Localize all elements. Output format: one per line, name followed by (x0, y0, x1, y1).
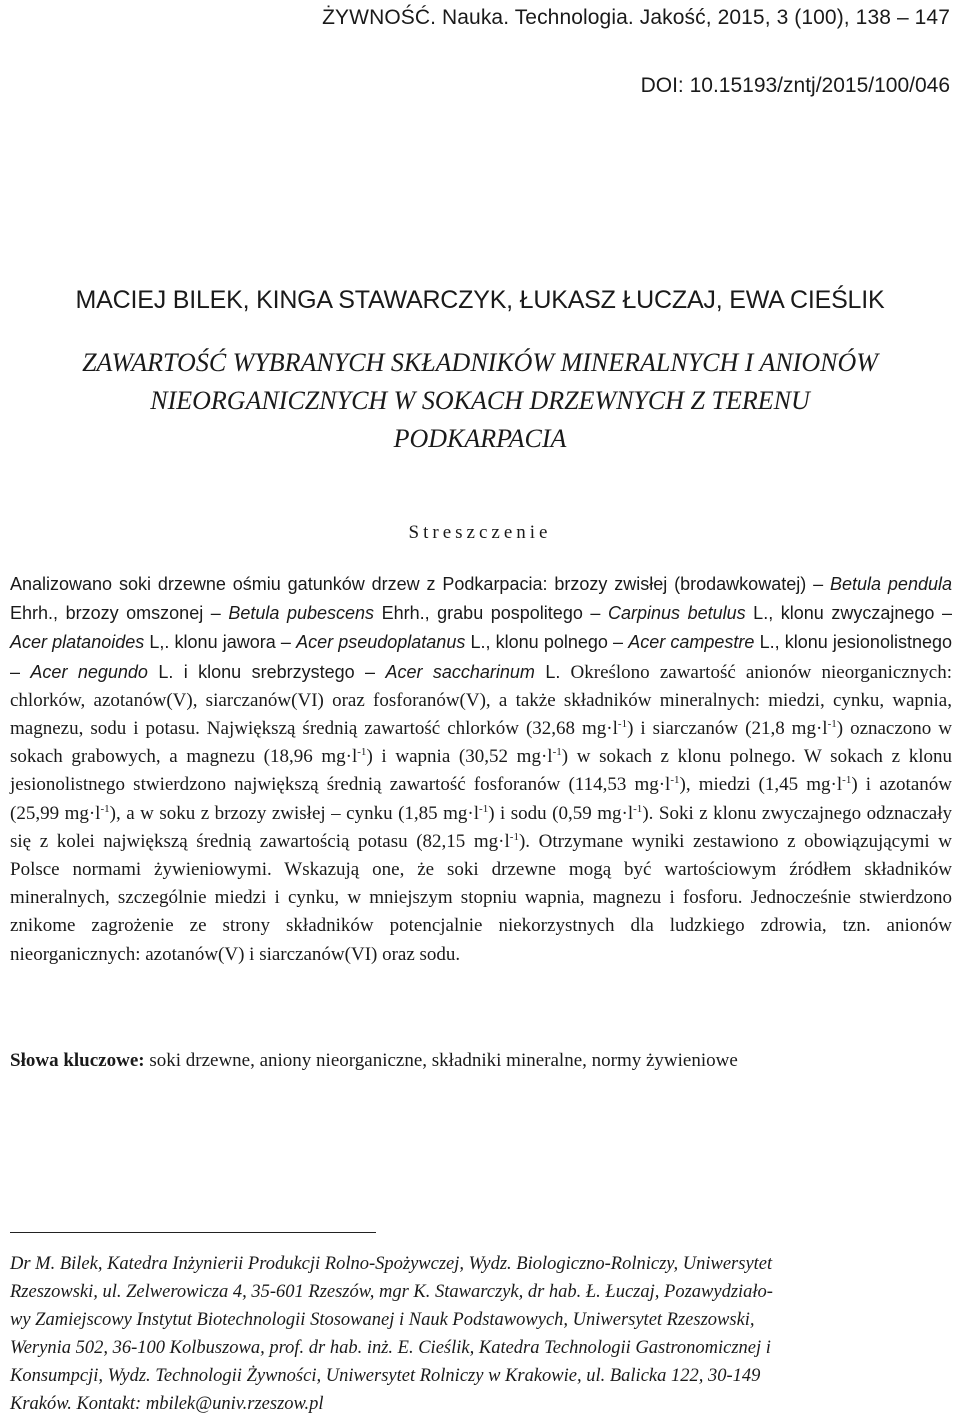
keywords-label: Słowa kluczowe: (10, 1050, 145, 1071)
footnote-line: Dr M. Bilek, Katedra Inżynierii Produkcji Rolno-Spożywczej, Wydz. Biologiczno-Rolniczy, Uniwersytet (10, 1254, 773, 1274)
species-latin: Betula pubescens (228, 603, 375, 624)
abstract-text: ) i wapnia (30,52 mg·l (366, 746, 553, 768)
species-latin: Acer platanoides (10, 632, 145, 653)
abstract-text: ) i siarczanów (21,8 mg·l (627, 718, 828, 740)
unit-exponent: -1 (100, 802, 110, 815)
title-line: NIEORGANICZNYCH W SOKACH DRZEWNYCH Z TERENU (150, 386, 810, 415)
unit-exponent: -1 (552, 746, 562, 759)
keywords-text: soki drzewne, aniony nieorganiczne, składniki mineralne, normy żywieniowe (144, 1050, 738, 1071)
footnote-line: wy Zamiejscowy Instytut Biotechnologii Stosowanej i Nauk Podstawowych, Uniwersytet Rzeszowski, (10, 1310, 755, 1330)
species-latin: Acer pseudoplatanus (296, 632, 466, 653)
author-affiliations (10, 1250, 952, 1418)
authors: MACIEJ BILEK, KINGA STAWARCZYK, ŁUKASZ ŁUCZAJ, EWA CIEŚLIK (75, 286, 885, 314)
footnote-divider (10, 1232, 376, 1233)
species-latin: Carpinus betulus (607, 603, 746, 624)
species-latin: Acer negundo (30, 661, 148, 682)
abstract-text: L,. klonu jawora – (144, 632, 297, 653)
unit-exponent: -1 (509, 830, 519, 843)
abstract-text: Ehrh., grabu pospolitego – (374, 603, 608, 624)
abstract-text: L., klonu polnego – (465, 632, 629, 653)
title-line: PODKARPACIA (393, 424, 567, 453)
abstract-text: L. i klonu srebrzystego – (147, 661, 386, 682)
abstract-heading: Streszczenie (408, 522, 552, 543)
paper-title (0, 344, 960, 458)
unit-exponent: -1 (633, 802, 643, 815)
footnote-line: Rzeszowski, ul. Zelwerowicza 4, 35-601 Rzeszów, mgr K. Stawarczyk, dr hab. Ł. Łuczaj, Pozawydziało- (10, 1282, 773, 1302)
abstract-body (10, 570, 952, 969)
keywords (10, 1050, 952, 1072)
footnote-line: Werynia 502, 36-100 Kolbuszowa, prof. dr hab. inż. E. Cieślik, Katedra Technologii Gastronomicznej i (10, 1338, 771, 1358)
doi: DOI: 10.15193/zntj/2015/100/046 (640, 74, 950, 97)
abstract-text: ). Otrzymane wyniki zestawiono z obowiązującymi w Polsce normami żywieniowymi. Wskazują one, że soki drzewne mogą być wartościowym źródłem składników mineralnych, szczególnie miedzi i cynku, w mniejszym stopniu wapnia, magnezu i fosforu. Jednocześnie stwierdzono znikome zagrożenie ze strony składników potencjalnie niekorzystnych dla ludzkiego zdrowia, tzn. anionów nieorganicznych: azotanów(V) i siarczanów(VI) oraz sodu. (10, 830, 952, 965)
abstract-text: L. (534, 661, 561, 682)
abstract-text: L., klonu zwyczajnego – (745, 603, 952, 624)
unit-exponent: -1 (670, 774, 680, 787)
abstract-text: ) i sodu (0,59 mg·l (488, 802, 634, 824)
unit-exponent: -1 (479, 802, 489, 815)
abstract-text: ). Soki z klonu zwyczajnego odznaczały się z kolei największą średnią zawartością potasu (82,15 mg·l (10, 802, 953, 852)
journal-header: ŻYWNOŚĆ. Nauka. Technologia. Jakość, 2015, 3 (100), 138 – 147 (322, 6, 950, 29)
abstract-text: Analizowano soki drzewne ośmiu gatunków drzew z Podkarpacia: brzozy zwisłej (brodawkowatej) – (10, 574, 830, 594)
title-line: ZAWARTOŚĆ WYBRANYCH SKŁADNIKÓW MINERALNYCH I ANIONÓW (82, 348, 878, 377)
unit-exponent: -1 (617, 718, 628, 731)
species-latin: Acer saccharinum (385, 661, 535, 682)
abstract-text: ) w sokach z klonu polnego. W sokach z klonu jesionolistnego stwierdzono największą średnią zawartość fosforanów (114,53 mg·l (10, 746, 952, 796)
unit-exponent: -1 (842, 774, 852, 787)
species-latin: Acer campestre (628, 632, 755, 653)
abstract-text: ) oznaczono w sokach grabowych, a magnezu (18,96 mg·l (10, 718, 953, 768)
abstract-text: ) i azotanów (25,99 mg·l (10, 774, 952, 824)
abstract-text: Ehrh., brzozy omszonej – (10, 603, 229, 624)
abstract-text: L., klonu jesionolistnego – (10, 632, 952, 682)
abstract-text: Określono zawartość anionów nieorganicznych: chlorków, azotanów(V), siarczanów(VI) oraz fosforanów(V), a także składników mineralnych: miedzi, cynku, wapnia, magnezu, sodu i potasu. Największą średnią zawartość chlorków (32,68 mg·l (10, 661, 953, 740)
footnote-line: Konsumpcji, Wydz. Technologii Żywności, Uniwersytet Rolniczy w Krakowie, ul. Balicka 122, 30-149 (10, 1366, 761, 1386)
footnote-line: Kraków. Kontakt: mbilek@univ.rzeszow.pl (10, 1394, 324, 1414)
species-latin: Betula pendula (830, 574, 952, 594)
abstract-text: ), miedzi (1,45 mg·l (679, 774, 843, 796)
unit-exponent: -1 (357, 746, 367, 759)
abstract-text: ), a w soku z brzozy zwisłej – cynku (1,85 mg·l (109, 802, 480, 824)
unit-exponent: -1 (827, 718, 837, 731)
